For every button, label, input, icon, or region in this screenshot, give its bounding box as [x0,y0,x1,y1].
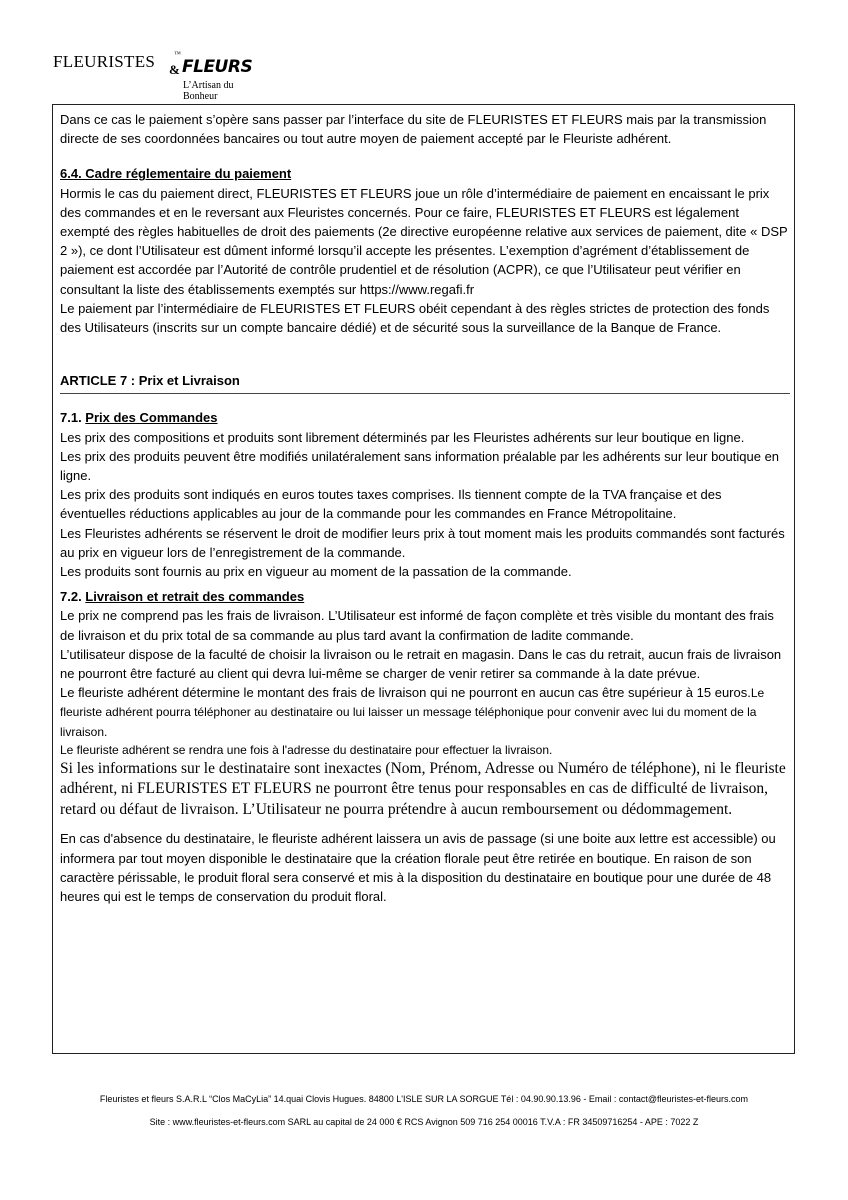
section-7-2-paragraph-1: Le prix ne comprend pas les frais de livraison. L’Utilisateur est informé de façon complète et très visible du montant des frais de livraison et du prix total de sa commande au plus tard avant la confirmation de ladite commande. [60,608,774,643]
logo-trademark: ™ [174,50,181,58]
logo-script-word: FLEURS [182,57,253,77]
section-7-2-number: 7.2. [60,589,86,605]
brand-logo [53,50,263,100]
section-7-1-title: Prix des Commandes [85,410,218,426]
logo-ampersand: & [169,62,180,77]
section-7-1-paragraph-4: Les Fleuristes adhérents se réservent le droit de modifier leurs prix à tout moment mais les produits commandés sont facturés au prix en vigueur lors de l’enregistrement de la commande. [60,525,785,560]
section-7-2-paragraph-3 [60,683,790,741]
section-7-1-paragraph-1: Les prix des compositions et produits sont librement déterminés par les Fleuristes adhérents sur leur boutique en ligne. [60,429,745,445]
section-6-4-paragraph-2: Le paiement par l’intermédiaire de FLEURISTES ET FLEURS obéit cependant à des règles strictes de protection des fonds des Utilisateurs (inscrits sur un compte bancaire dédié) et de sécurité sous la surveillance de la Banque de France. [60,300,770,336]
section-7-2-paragraph-6: En cas d'absence du destinataire, le fleuriste adhérent laissera un avis de passage (si une boite aux lettre est accessible) ou informera par tout moyen disponible le destinataire que la création florale peut être retirée en boutique. En raison de son caractère périssable, le produit floral sera conservé et mis à la disposition du destinataire en boutique pour une durée de 48 heures qui est le temps de conservation du produit floral. [60,831,776,904]
logo-wordmark: FLEURISTES [53,52,156,71]
section-6-4-paragraph-1: Hormis le cas du paiement direct, FLEURISTES ET FLEURS joue un rôle d’intermédiaire de paiement en encaissant le prix des commandes et en le reversant aux Fleuristes concernés. Pour ce faire, FLEURISTES ET FLEURS est légalement exempté des règles habituelles de droit des paiements (2e directive européenne relative aux services de paiement, dite « DSP 2 »), ce dont l’Utilisateur est dûment informé lorsqu’il accepte les présentes. L’exemption d’agrément d’établissement de paiement est accordée par l’Autorité de contrôle prudentiel et de résolution (ACPR), ce que l’Utilisateur peut vérifier en consultant la liste des établissements exemptés sur https://www.regafi.fr [60,185,788,297]
document-body [60,110,790,906]
section-7-2-paragraph-4: Le fleuriste adhérent se rendra une fois à l'adresse du destinataire pour effectuer la livraison. [60,742,553,757]
intro-paragraph: Dans ce cas le paiement s’opère sans passer par l’interface du site de FLEURISTES ET FLEURS mais par la transmission directe de ses coordonnées bancaires ou tout autre moyen de paiement accepté par le Fleuriste adhérent. [60,112,767,147]
section-7-2-title: Livraison et retrait des commandes [85,589,305,605]
logo-tagline: L’Artisan du Bonheur [183,80,234,102]
delivery-fee-sentence: Le fleuriste adhérent détermine le montant des frais de livraison qui ne pourront en aucun cas être supérieur à 15 euros. [60,685,751,701]
section-6-4-heading: 6.4. Cadre réglementaire du paiement [60,166,292,182]
section-7-1-number: 7.1. [60,410,86,426]
section-7-1-paragraph-3: Les prix des produits sont indiqués en euros toutes taxes comprises. Ils tiennent compte de la TVA française et des éventuelles réductions applicables au jour de la commande pour les commandes en France Métropolitaine. [60,487,722,522]
section-7-1-paragraph-5: Les produits sont fournis au prix en vigueur au moment de la passation de la commande. [60,564,572,580]
phone-contact-sentence: Le fleuriste adhérent pourra téléphoner au destinataire ou lui laisser un message téléphonique pour convenir avec lui du moment de la livraison. [60,686,765,739]
section-7-1-heading [60,408,790,427]
section-7-2-heading [60,587,790,606]
article-7-heading: ARTICLE 7 : Prix et Livraison [60,371,790,394]
footer-legal-line: Site : www.fleuristes-et-fleurs.com SARL au capital de 24 000 € RCS Avignon 509 716 254 00016 T.V.A : FR 34509716254 - APE : 7022 Z [149,1117,699,1127]
section-7-2-paragraph-5: Si les informations sur le destinataire sont inexactes (Nom, Prénom, Adresse ou Numéro de téléphone), ni le fleuriste adhérent, ni FLEURISTES ET FLEURS ne pourront être tenus pour responsables en cas de difficulté de livraison, retard ou défaut de livraison. L’Utilisateur ne pourra prétendre à aucun remboursement ou dédommagement. [60,759,786,818]
section-7-2-paragraph-2: L’utilisateur dispose de la faculté de choisir la livraison ou le retrait en magasin. Dans le cas du retrait, aucun frais de livraison ne pourront être facturé au client qui devra lui-même se charger de venir retirer sa commande à la date prévue. [60,646,782,682]
section-7-1-paragraph-2: Les prix des produits peuvent être modifiés unilatéralement sans information préalable par les adhérents sur leur boutique en ligne. [60,448,780,484]
footer-company-line: Fleuristes et fleurs S.A.R.L “Clos MaCyLia” 14.quai Clovis Hugues. 84800 L'ISLE SUR LA SORGUE Tél : 04.90.90.13.96 - Email : contact@fleuristes-et-fleurs.com [99,1094,749,1104]
